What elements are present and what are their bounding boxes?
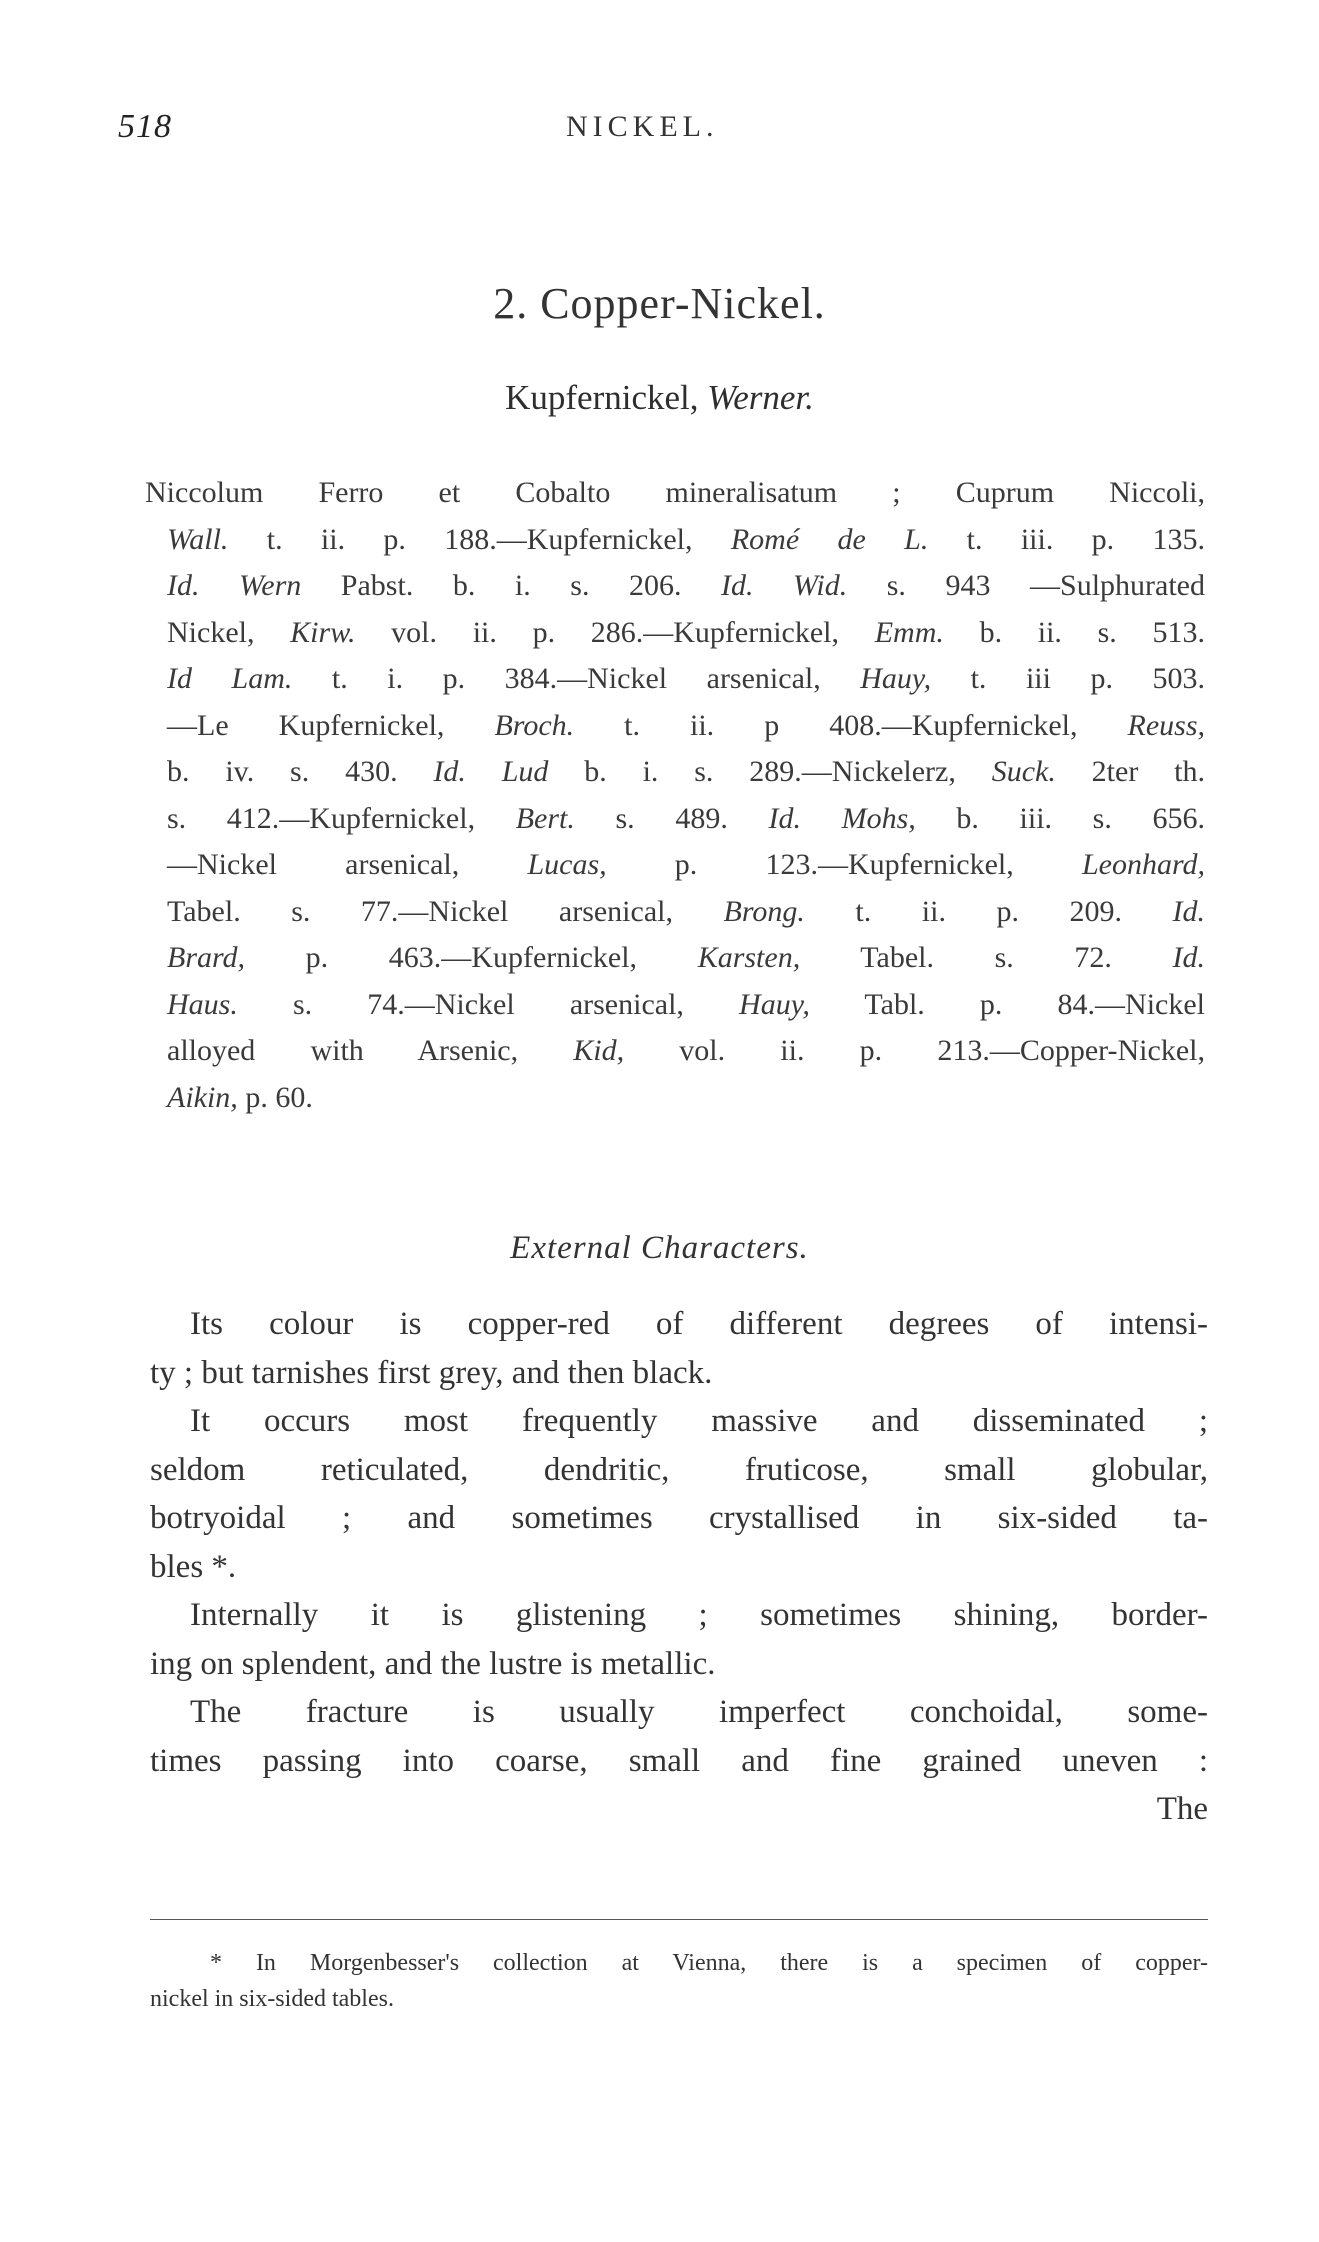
citation-text: t. i. p. 384.—Nickel arsenical, (292, 662, 861, 695)
citation-text: Tabel. s. 72. (800, 941, 1173, 974)
citation-author: Kirw. (290, 615, 356, 649)
citation-text: vol. ii. p. 286.—Kupfernickel, (355, 615, 875, 649)
citation-text: p. 463.—Kupfernickel, (245, 941, 698, 974)
mineral-title: 2. Copper-Nickel. (493, 279, 826, 328)
citation-text: b. iv. s. 430. (167, 755, 434, 788)
citation-text: Niccolum Ferro et Cobalto mineralisatum ; Cuprum Niccoli, (145, 476, 1205, 509)
section-heading: External Characters. (510, 1230, 809, 1266)
citation-text: s. 943 —Sulphurated (847, 569, 1205, 602)
synonymy-line (145, 610, 1205, 657)
citation-text: s. 412.—Kupfernickel, (167, 801, 516, 835)
synonymy-line (145, 935, 1205, 982)
citation-author: Hauy, (860, 662, 932, 695)
citation-author: Id. Lud (433, 755, 549, 788)
citation-text: —Nickel arsenical, (167, 848, 528, 881)
body-line: times passing into coarse, small and fine grained uneven : (150, 1742, 1208, 1779)
citation-author: Hauy, (739, 987, 810, 1021)
page-number: 518 (118, 108, 172, 145)
citation-text: b. iii. s. 656. (915, 801, 1205, 835)
synonymy-line (145, 889, 1205, 936)
citation-author: Haus. (167, 987, 238, 1021)
citation-text: t. iii. p. 135. (928, 522, 1205, 556)
citation-text: b. i. s. 289.—Nickelerz, (548, 755, 992, 788)
synonymy-paragraph (145, 470, 1205, 1121)
running-head: NICKEL. (566, 110, 719, 143)
body-line: Its colour is copper-red of different degrees of intensi- (190, 1306, 1208, 1342)
footnote-line: * In Morgenbesser's collection at Vienna, there is a specimen of copper- (210, 1950, 1208, 1976)
body-line: seldom reticulated, dendritic, fruticose, small globular, (150, 1451, 1208, 1488)
synonymy-line (145, 470, 1205, 517)
synonymy-line (145, 796, 1205, 843)
citation-text: 2ter th. (1055, 755, 1205, 788)
citation-author: Suck. (991, 755, 1056, 788)
citation-author: Kid, (573, 1034, 625, 1067)
footnote-rule (150, 1919, 1208, 1920)
footnote (150, 1945, 1208, 2017)
body-line: botryoidal ; and sometimes crystallised in six-sided ta- (150, 1500, 1208, 1536)
citation-author: Romé de L. (730, 522, 929, 556)
citation-author: Karsten, (697, 941, 801, 974)
citation-author: Id. Mohs, (768, 801, 916, 835)
citation-author: Id. Wid. (721, 569, 848, 602)
citation-text: Pabst. b. i. s. 206. (301, 569, 722, 602)
synonymy-line (145, 842, 1205, 889)
citation-author: Brard, (167, 941, 246, 974)
citation-text: t. ii. p 408.—Kupfernickel, (574, 708, 1128, 742)
citation-author: Emm. (874, 615, 944, 649)
citation-author: Id. (1172, 894, 1205, 928)
footnote-line: nickel in six-sided tables. (150, 1986, 394, 2012)
body-line: The fracture is usually imperfect conchoidal, some- (190, 1694, 1208, 1730)
citation-author: Id. Wern (167, 569, 302, 602)
body-line: It occurs most frequently massive and disseminated ; (190, 1403, 1208, 1439)
body-line: ty ; but tarnishes first grey, and then black. (150, 1354, 713, 1391)
citation-text: t. iii p. 503. (931, 662, 1206, 695)
body-line: bles *. (150, 1548, 237, 1585)
citation-text: vol. ii. p. 213.—Copper-Nickel, (624, 1034, 1205, 1067)
synonymy-line (145, 703, 1205, 750)
synonymy-line (145, 1028, 1205, 1075)
mineral-subtitle (0, 378, 1319, 418)
citation-text: t. ii. p. 209. (804, 894, 1173, 928)
synonymy-line (145, 563, 1205, 610)
citation-text: alloyed with Arsenic, (167, 1034, 574, 1067)
synonymy-line (145, 1075, 1205, 1122)
citation-author: Bert. (515, 801, 575, 835)
citation-author: Wall. (167, 522, 229, 556)
citation-text: t. ii. p. 188.—Kupfernickel, (228, 522, 731, 556)
body-text (150, 1300, 1208, 1834)
citation-author: Brong. (723, 894, 805, 928)
citation-author: Id Lam. (167, 662, 293, 695)
subtitle-name: Kupfernickel, (505, 378, 699, 417)
subtitle-author: Werner. (707, 378, 814, 417)
body-line: Internally it is glistening ; sometimes shining, border- (190, 1597, 1208, 1633)
body-line: ing on splendent, and the lustre is metallic. (150, 1645, 716, 1682)
citation-text: Tabel. s. 77.—Nickel arsenical, (167, 894, 724, 928)
catchword: The (1156, 1791, 1208, 1827)
synonymy-line (145, 517, 1205, 564)
page-header (118, 108, 1208, 158)
citation-text: s. 74.—Nickel arsenical, (237, 987, 740, 1021)
citation-text: Tabl. p. 84.—Nickel (809, 987, 1205, 1021)
synonymy-line (145, 982, 1205, 1029)
citation-author: Aikin, (167, 1080, 238, 1114)
citation-author: Reuss, (1127, 708, 1205, 742)
synonymy-line (145, 749, 1205, 796)
citation-text: Nickel, (167, 615, 291, 649)
citation-author: Broch. (494, 708, 575, 742)
citation-text: —Le Kupfernickel, (167, 708, 495, 742)
citation-text: p. 60. (237, 1080, 313, 1114)
citation-text: s. 489. (574, 801, 769, 835)
citation-author: Leonhard, (1081, 848, 1206, 881)
citation-author: Id. (1172, 941, 1205, 974)
citation-text: p. 123.—Kupfernickel, (606, 848, 1082, 881)
citation-author: Lucas, (527, 848, 607, 881)
synonymy-line (145, 656, 1205, 703)
citation-text: b. ii. s. 513. (943, 615, 1205, 649)
